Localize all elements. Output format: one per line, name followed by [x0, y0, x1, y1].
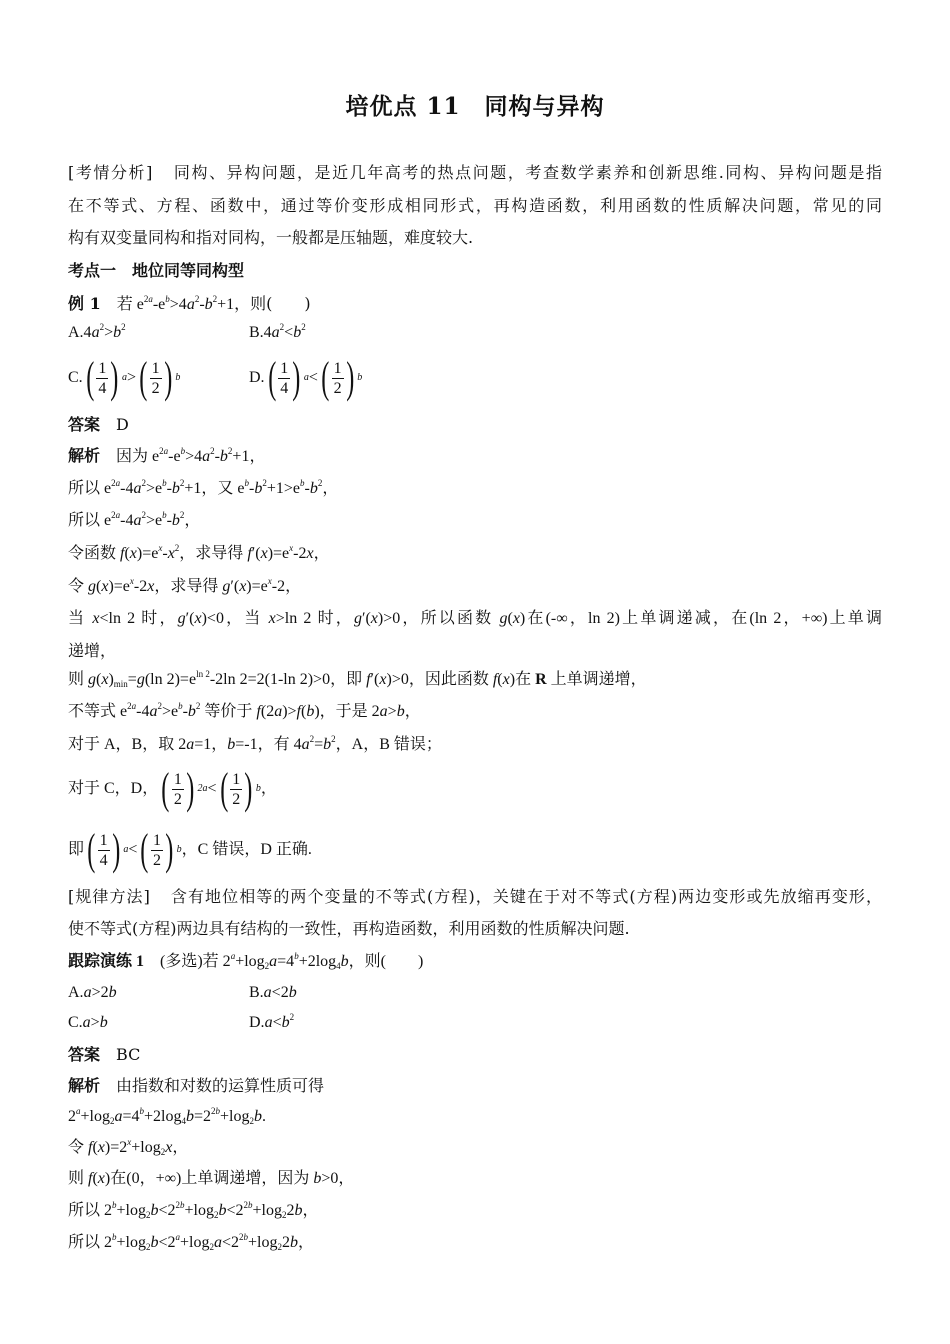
practice-stem: 跟踪演练 1 (多选)若 $2^a+\log_2a=4^b+2\log_4b$，则( )	[68, 951, 424, 971]
analysis-line-6: 当 x<ln 2 时，g′(x)<0，当 x>ln 2 时，g′(x)>0，所以函数 g(x)在(-∞，ln 2)上单调递减，在(ln 2，+∞)上单调	[68, 610, 882, 627]
option-a[interactable]: A.a>2b	[68, 984, 117, 1001]
example-options-cd	[68, 354, 882, 402]
option-b[interactable]: $B.4a^2<b^2$	[249, 322, 306, 341]
practice-label: 跟踪演练 1	[68, 953, 145, 970]
practice-options-cd	[68, 1013, 882, 1033]
method-tag: [规律方法]	[68, 887, 150, 906]
fraction-half-power-b: ( $\frac{1}{2}$ ) b	[140, 825, 182, 874]
analysis-line-7: 则 $g(x)_{min}=g(\ln$ $2)=e^{ln 2}-2\ln$ 2=2(1-ln 2)>0，即 f′(x)>0，因此函数 f(x)在 R 上单调递增，	[68, 669, 647, 689]
example-stem	[68, 294, 882, 315]
analysis-line-1: 解析 因为 $e^{2a}-e^b>4a^2-b^2+1$，	[68, 446, 266, 465]
fraction-half-power-b: ( $\frac{1}{2}$ ) b	[219, 764, 261, 813]
practice-analysis-4: 则 f(x)在(0，+∞)上单调递增，因为 b>0，	[68, 1170, 355, 1187]
example-condition: 若 $e^{2a}-e^b>4a^2-b^2+1$	[116, 294, 235, 313]
method-line-2: 使不等式(方程)两边具有结构的一致性，再构造函数，利用函数的性质解决问题.	[68, 919, 630, 938]
fraction-quarter-power-a: ( $\frac{1}{4}$ ) a	[85, 353, 127, 402]
method-line-1: [规律方法] 含有地位相等的两个变量的不等式(方程)，关键在于对不等式(方程)两边变形或先放缩再变形，	[68, 887, 882, 906]
intro-text-1: 同构、异构问题，是近几年高考的热点问题，考查数学素养和创新思维.同构、异构问题是指	[172, 163, 882, 182]
fraction-half-power-2a: ( $\frac{1}{2}$ ) 2a	[161, 764, 208, 813]
intro-line-1	[68, 163, 882, 183]
analysis-line-9: 对于 A，B，取 2a=1，b=-1，有 $4a^2=b^2$，A，B 错误；	[68, 734, 442, 753]
option-c[interactable]: C. ( $\frac{1}{4}$ ) a > ( $\frac{1}{2}$ ) b	[68, 353, 181, 402]
option-d[interactable]: D. ( $\frac{1}{4}$ ) a < ( $\frac{1}{2}$ ) b	[249, 353, 363, 402]
option-d[interactable]: $D.a<b^2$	[249, 1012, 295, 1031]
analysis-line-4: 令函数 $f(x)=e^x-x^2$，求导得 $f'(x)=e^x-2x$，	[68, 543, 330, 562]
practice-analysis-5: 所以 $2^b+\log_2b<2^{2b}+\log_2b<2^{2b}+\log_22b$，	[68, 1200, 319, 1220]
practice-analysis-1: 解析 由指数和对数的运算性质可得	[68, 1076, 325, 1095]
intro-line-2: 在不等式、方程、函数中，通过等价变形成相同形式，再构造函数，利用函数的性质解决问题，常见的同	[68, 196, 882, 215]
answer-value: D	[116, 415, 129, 434]
practice-options-ab	[68, 983, 882, 1003]
analysis-line-8: 不等式 $e^{2a}-4a^2>e^b-b^2$ 等价于 f(2a)>f(b)，于是 2a>b，	[68, 701, 421, 720]
analysis-line-10: 对于 C，D， ( $\frac{1}{2}$ ) 2a < ( $\frac{1}{2}$ ) b ，	[68, 764, 277, 813]
practice-analysis-3: 令 $f(x)=2^x+\log_2x$，	[68, 1137, 189, 1157]
option-a[interactable]: $A.4a^2>b^2$	[68, 322, 126, 341]
fraction-half-power-b: ( $\frac{1}{2}$ ) b	[139, 353, 181, 402]
example-answer: 答案 D	[68, 415, 129, 434]
practice-answer: 答案 BC	[68, 1045, 141, 1064]
example-label: 例 1	[68, 294, 101, 313]
analysis-line-11: 即 ( $\frac{1}{4}$ ) a < ( $\frac{1}{2}$ ) b ，C 错误，D 正确.	[68, 825, 312, 874]
practice-analysis-2: $2^a+\log_2a=4^b+2\log_4b=2^{2b}+\log_2b$.	[68, 1106, 266, 1126]
intro-line-3: 构有双变量同构和指对同构，一般都是压轴题，难度较大.	[68, 228, 474, 247]
analysis-line-5: 令 $g(x)=e^x-2x$，求导得 $g'(x)=e^x-2$，	[68, 576, 302, 595]
option-c[interactable]: C.a>b	[68, 1014, 108, 1031]
intro-tag: [考情分析]	[68, 163, 153, 182]
page-title: 培优点 11 同构与异构	[345, 93, 605, 120]
practice-analysis-6: 所以 $2^b+\log_2b<2^a+\log_2a<2^{2b}+\log_22b$，	[68, 1232, 314, 1252]
analysis-line-3: 所以 $e^{2a}-4a^2>e^b-b^2$，	[68, 510, 201, 529]
option-b[interactable]: B.a<2b	[249, 984, 297, 1001]
fraction-quarter-power-a: ( $\frac{1}{4}$ ) a	[267, 353, 309, 402]
section-heading: 考点一 地位同等同构型	[68, 261, 245, 280]
analysis-line-2: 所以 $e^{2a}-4a^2>e^b-b^2+1$，又 $e^b-b^2+1>e^b-b^2$，	[68, 478, 339, 497]
fraction-quarter-power-a: ( $\frac{1}{4}$ ) a	[87, 825, 129, 874]
example-options-ab	[68, 323, 882, 343]
example-stem-close: ，则( )	[234, 294, 311, 313]
fraction-half-power-b: ( $\frac{1}{2}$ ) b	[321, 353, 363, 402]
analysis-line-6b: 递增，	[68, 641, 117, 660]
answer-value: BC	[116, 1045, 141, 1064]
